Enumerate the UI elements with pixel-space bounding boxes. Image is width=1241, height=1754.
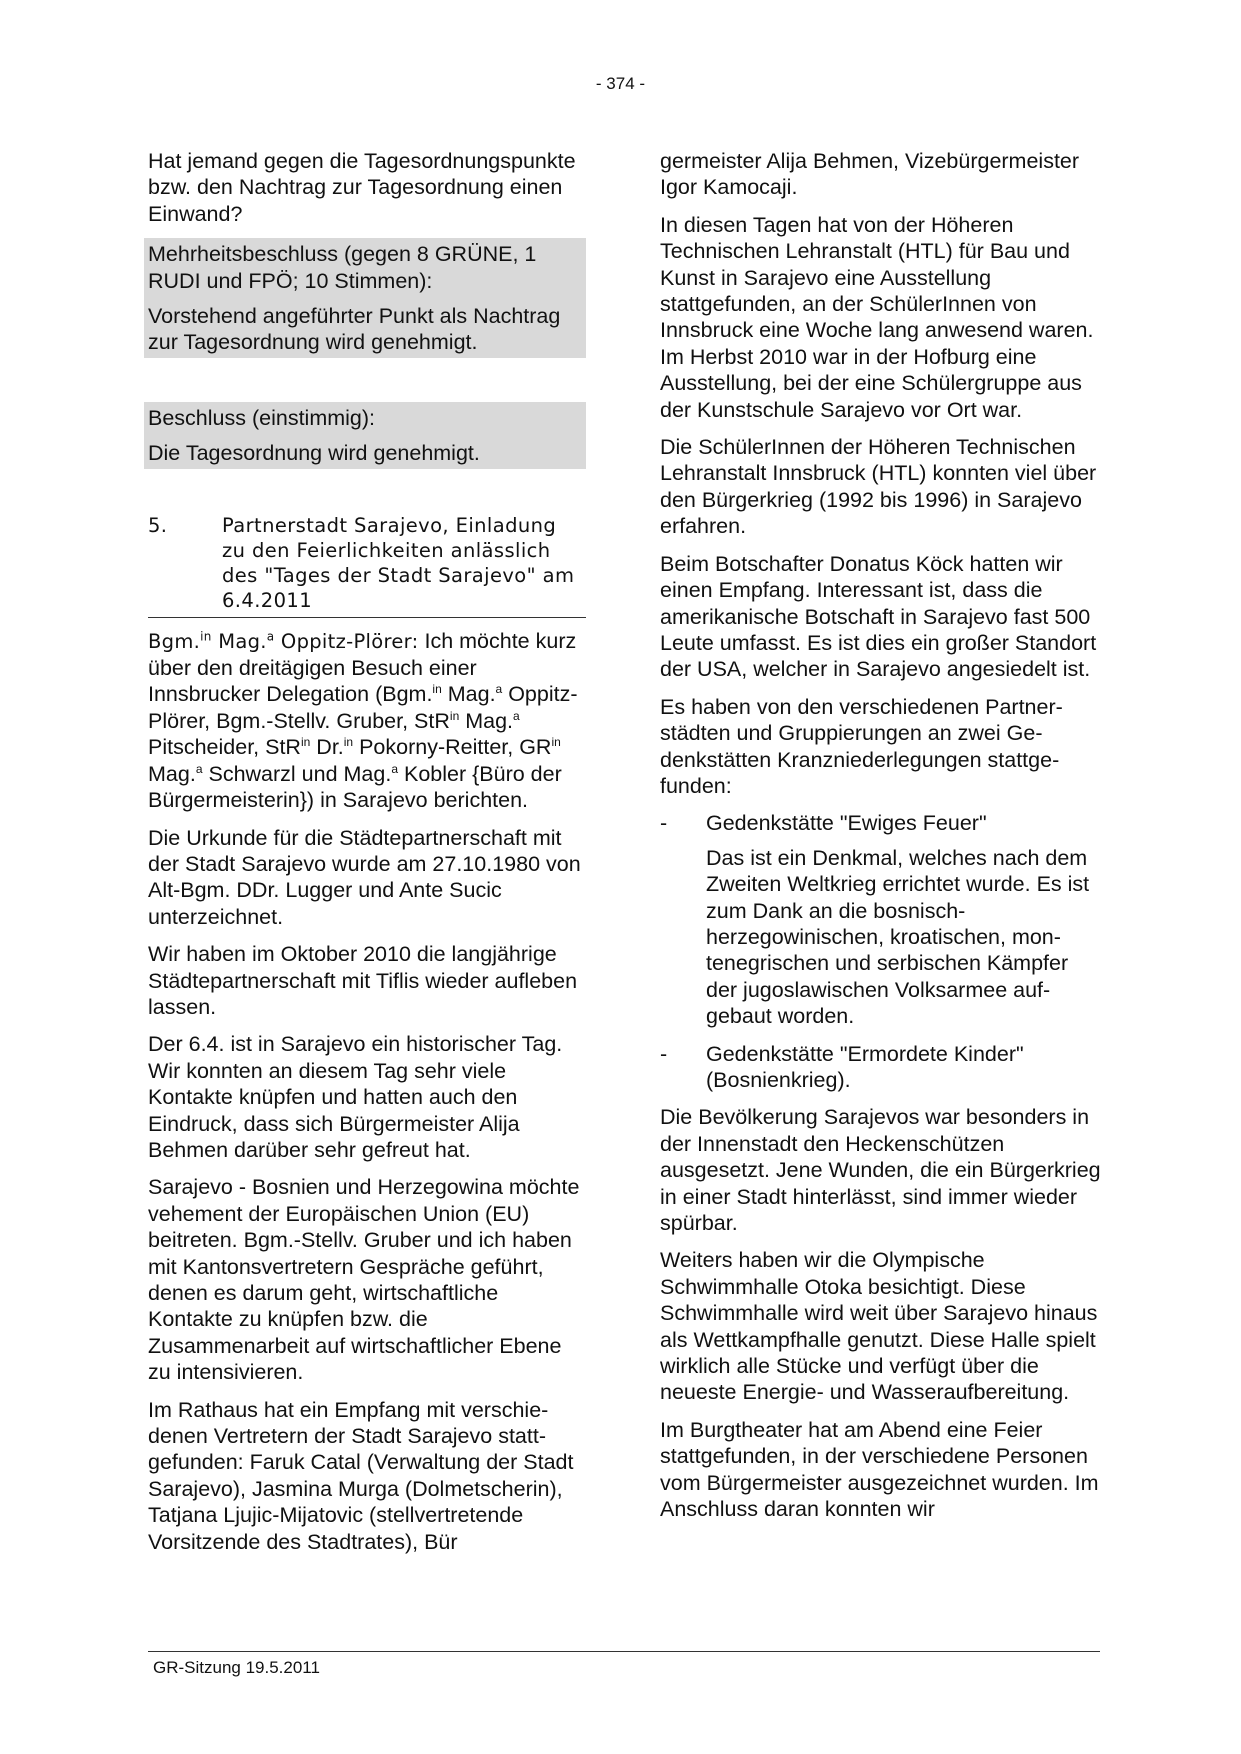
- left-column: [148, 148, 586, 1566]
- agenda-item-heading: [148, 513, 586, 618]
- footer-session-date: GR-Sitzung 19.5.2011: [153, 1658, 320, 1677]
- list-item: [660, 810, 1102, 836]
- speaker-name: Bgm.$^{in}$ Mag.$^a$ Oppitz-Plörer:: [148, 629, 419, 653]
- paragraph: Der 6.4. ist in Sarajevo ein historischer Tag. Wir konnten an diesem Tag sehr viele Kontakte knüpfen und hatten auch den Eindruck, dass sich Bürgermeister Alija Behmen darüber sehr gefreut hat.: [148, 1032, 563, 1162]
- paragraph: Es haben von den verschiedenen Partnerstädten und Gruppierungen an zwei Gedenkstätten Kranzniederlegungen stattgefunden:: [660, 694, 1063, 798]
- resolution-heading: Beschluss (einstimmig):: [148, 405, 375, 430]
- intro-question: Hat jemand gegen die Tagesordnungspunkte bzw. den Nachtrag zur Tagesordnung einen Einwand?: [148, 149, 576, 226]
- resolution-box: [144, 402, 586, 469]
- paragraph: Weiters haben wir die Olympische Schwimmhalle Otoka besichtigt. Diese Schwimmhalle wird weit über Sarajevo hinaus als Wettkampfhalle genutzt. Diese Halle spielt wirklich alle Stücke und verfügt über die neueste Energie- und Wasseraufbereitung.: [660, 1248, 1098, 1405]
- paragraph: Im Burgtheater hat am Abend eine Feier stattgefunden, in der verschiedene Personen vom Bürgermeister ausgezeichnet wurden. Im Anschluss daran konnten wir: [660, 1417, 1099, 1522]
- speaker-statement: Bgm.$^{in}$ Mag.$^a$ Oppitz-Plörer: Ich möchte kurz über den dreitägigen Besuch einer Innsbrucker Delegation (Bgm.$^{in}$ Mag.$^a$ Oppitz-Plörer, Bgm.-Stellv. Gruber, StR$^{in}$ Mag.$^a$ Pitscheider, StR$^{in}$ Dr.$^{in}$ Pokorny-Reitter, $GR^{in}$ Mag.$^a$ Schwarzl und Mag.$^a$ Kobler {Büro der Bürgermeisterin}) in Sarajevo berichten.: [148, 628, 578, 813]
- paragraph: Die Urkunde für die Städtepartnerschaft mit der Stadt Sarajevo wurde am 27.10.1980 von Alt-Bgm. DDr. Lugger und Ante Sucic unterzeichnet.: [148, 825, 581, 929]
- resolution-text: Die Tagesordnung wird genehmigt.: [148, 441, 480, 466]
- paragraph: Die SchülerInnen der Höheren Technischen Lehranstalt Innsbruck (HTL) konnten viel über den Bürgerkrieg (1992 bis 1996) in Sarajevo erfahren.: [660, 435, 1097, 539]
- footer-divider: [148, 1651, 1100, 1652]
- bullet-dash: -: [660, 1041, 668, 1066]
- bullet-dash: -: [660, 811, 668, 836]
- paragraph: Beim Botschafter Donatus Köck hatten wir einen Empfang. Interessant ist, dass die amerikanische Botschaft in Sarajevo fast 500 Leute umfasst. Es ist dies ein großer Standort der USA, welcher in Sarajevo angesiedelt ist.: [660, 551, 1097, 682]
- paragraph: Im Rathaus hat ein Empfang mit verschiedenen Vertretern der Stadt Sarajevo stattgefunden: Faruk Catal (Verwaltung der Stadt Sarajevo), Jasmina Murga (Dolmetscherin), Tatjana Ljujic-Mijatovic (stellvertretende Vorsitzende des Stadtrates), Bür: [148, 1397, 574, 1554]
- resolution-text: Vorstehend angeführter Punkt als Nachtrag zur Tagesordnung wird genehmigt.: [148, 304, 561, 355]
- paragraph: Sarajevo - Bosnien und Herzegowina möchte vehement der Europäischen Union (EU) beitreten. Bgm.-Stellv. Gruber und ich haben mit Kantonsvertretern Gespräche geführt, denen es darum geht, wirtschaftliche Kontakte zu knüpfen bzw. die Zusammenarbeit auf wirtschaftlicher Ebene zu intensivieren.: [148, 1175, 580, 1385]
- list-item-title: Gedenkstätte "Ermordete Kinder" (Bosnienkrieg).: [706, 1041, 1024, 1092]
- paragraph: In diesen Tagen hat von der Höheren Technischen Lehranstalt (HTL) für Bau und Kunst in Sarajevo eine Ausstellung stattgefunden, an der SchülerInnen von Innsbruck eine Woche lang anwesend waren. Im Herbst 2010 war in der Hofburg eine Ausstellung, bei der eine Schülergruppe aus der Kunstschule Sarajevo vor Ort war.: [660, 212, 1094, 422]
- agenda-item-title: Partnerstadt Sarajevo, Einladung zu den Feierlichkeiten anlässlich des "Tages der Stadt Sarajevo" am 6.4.2011: [222, 513, 575, 612]
- list-item-description: Das ist ein Denkmal, welches nach dem Zweiten Weltkrieg errichtet wurde. Es ist zum Dank an die bosnisch-herzegowinischen, kroatischen, montenegrischen und serbischen Kämpfer der jugoslawischen Volksarmee aufgebaut worden.: [706, 845, 1090, 1029]
- right-column: [660, 148, 1102, 1534]
- resolution-box: [144, 238, 586, 358]
- page-number: - 374 -: [595, 74, 646, 93]
- list-item-title: Gedenkstätte "Ewiges Feuer": [706, 811, 987, 836]
- resolution-heading: Mehrheitsbeschluss (gegen 8 GRÜNE, 1 RUDI und FPÖ; 10 Stimmen):: [148, 242, 537, 293]
- paragraph: Wir haben im Oktober 2010 die langjährige Städtepartnerschaft mit Tiflis wieder aufleben lassen.: [148, 942, 578, 1019]
- list-item: [660, 1041, 1102, 1094]
- agenda-item-number: 5.: [148, 513, 168, 537]
- paragraph: germeister Alija Behmen, Vizebürgermeister Igor Kamocaji.: [660, 149, 1080, 200]
- paragraph: Die Bevölkerung Sarajevos war besonders in der Innenstadt den Heckenschützen ausgesetzt. Jene Wunden, die ein Bürgerkrieg in einer Stadt hinterlässt, sind immer wieder spürbar.: [660, 1105, 1101, 1236]
